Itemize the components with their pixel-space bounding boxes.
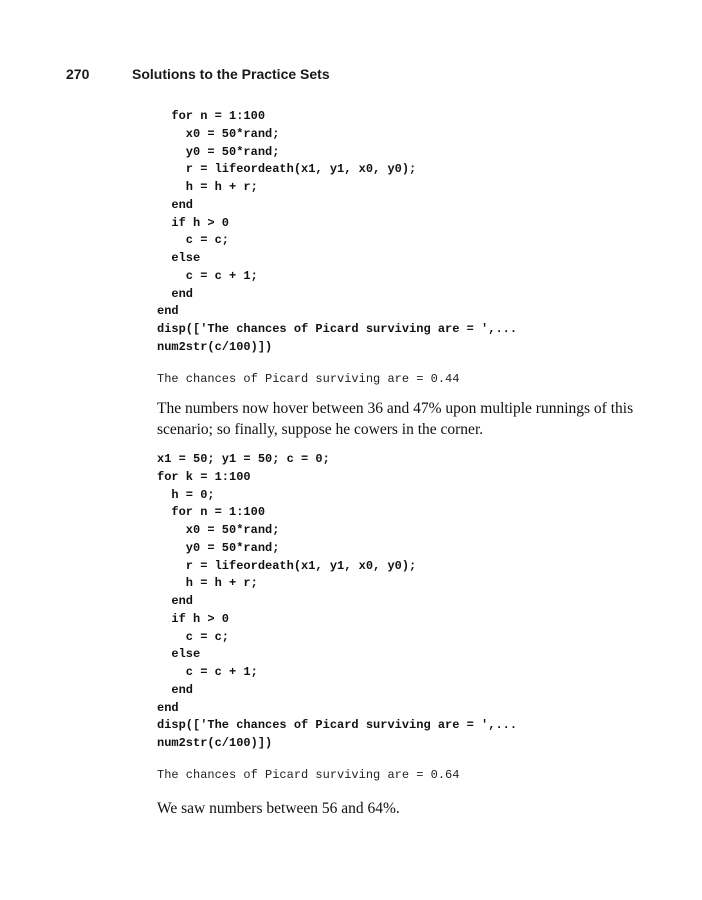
code-line: else xyxy=(157,251,201,265)
code-line: end xyxy=(157,304,179,319)
code-line: num2str(c/100)]) xyxy=(157,339,273,354)
code-line: c = c + 1; xyxy=(157,268,258,283)
code-line: end xyxy=(157,682,194,697)
running-title: Solutions to the Practice Sets xyxy=(132,66,330,82)
code-line: if h > 0 xyxy=(157,611,230,626)
code-line: y0 = 50*rand; xyxy=(157,144,280,159)
code-line: for n = 1:100 xyxy=(157,505,266,520)
code-line: x1 = 50; y1 = 50; c = 0; xyxy=(157,452,330,466)
code-line: end xyxy=(157,700,179,715)
code-line: x0 = 50*rand; xyxy=(157,126,280,141)
code-line: disp(['The chances of Picard surviving are = ',... xyxy=(157,718,518,733)
code-block xyxy=(157,451,517,753)
command-output: The chances of Picard surviving are = 0.44 xyxy=(157,372,460,386)
code-line: for k = 1:100 xyxy=(157,469,251,484)
code-line: else xyxy=(157,647,201,662)
code-line: end xyxy=(157,286,194,301)
code-line: c = c + 1; xyxy=(157,665,258,679)
code-line: if h > 0 xyxy=(157,215,230,230)
code-line: h = h + r; xyxy=(157,180,258,194)
code-line: x0 = 50*rand; xyxy=(157,523,280,537)
command-output: The chances of Picard surviving are = 0.64 xyxy=(157,768,460,782)
body-paragraph: The numbers now hover between 36 and 47% upon multiple runnings of this scenario; so finally, suppose he cowers in the corner. xyxy=(157,400,634,438)
page-number: 270 xyxy=(66,66,90,82)
page-header xyxy=(66,64,626,84)
code-line: c = c; xyxy=(157,233,230,248)
code-line: r = lifeordeath(x1, y1, x0, y0); xyxy=(157,162,417,177)
code-line: end xyxy=(157,197,194,212)
code-line: h = 0; xyxy=(157,487,215,502)
code-line: h = h + r; xyxy=(157,576,258,591)
code-line: for n = 1:100 xyxy=(157,109,266,123)
code-line: num2str(c/100)]) xyxy=(157,736,273,750)
code-line: r = lifeordeath(x1, y1, x0, y0); xyxy=(157,558,417,573)
code-line: y0 = 50*rand; xyxy=(157,540,280,555)
code-line: disp(['The chances of Picard surviving are = ',... xyxy=(157,322,518,336)
code-line: end xyxy=(157,594,194,608)
code-block xyxy=(157,108,517,357)
body-paragraph: We saw numbers between 56 and 64%. xyxy=(157,800,400,817)
code-line: c = c; xyxy=(157,629,230,644)
